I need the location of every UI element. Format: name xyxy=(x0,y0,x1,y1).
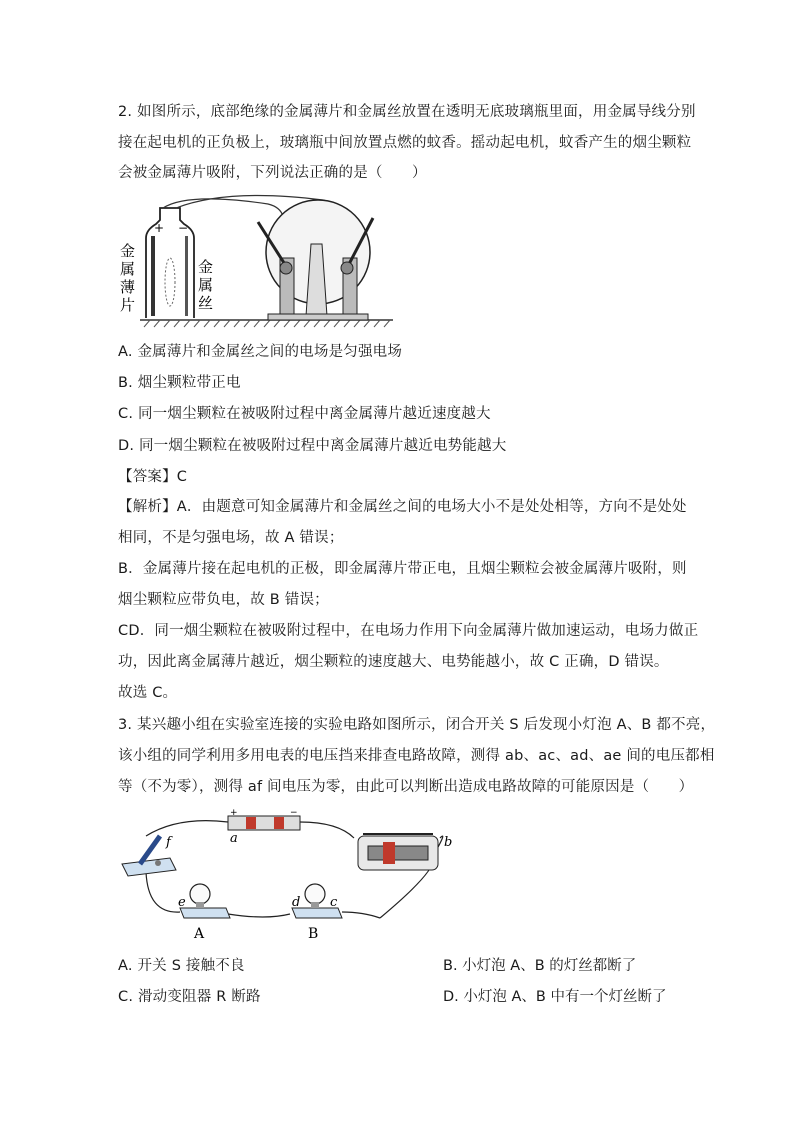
mosquito-coil xyxy=(165,258,175,306)
q2-option-d: D. 同一烟尘颗粒在被吸附过程中离金属薄片越近电势能越大 xyxy=(118,438,507,454)
q2-analysis-line-4: 烟尘颗粒应带负电，故 B 错误； xyxy=(118,592,329,608)
q2-analysis-line-5: CD．同一烟尘颗粒在被吸附过程中，在电场力作用下向金属薄片做加速运动，电场力做正 xyxy=(118,623,699,639)
q2-figure-electrostatic-setup xyxy=(118,190,398,330)
label-b: b xyxy=(444,835,453,850)
label-bulb-b: B xyxy=(308,926,319,942)
bulb-a xyxy=(190,884,210,904)
bulb-a-base xyxy=(180,908,230,918)
minus-sign: − xyxy=(178,221,189,235)
q2-option-a: A. 金属薄片和金属丝之间的电场是匀强电场 xyxy=(118,344,403,360)
label-wire-1: 金 xyxy=(198,258,214,276)
label-e: e xyxy=(178,895,186,910)
label-wire-2: 属 xyxy=(198,276,214,294)
label-a: a xyxy=(230,831,238,846)
label-bulb-a: A xyxy=(194,926,205,942)
label-plate-4: 片 xyxy=(120,296,136,314)
label-plate-1: 金 xyxy=(120,242,136,260)
q2-stem-line-1: 2. 如图所示，底部绝缘的金属薄片和金属丝放置在透明无底玻璃瓶里面，用金属导线分别 xyxy=(118,104,696,120)
q2-stem-line-2: 接在起电机的正负极上，玻璃瓶中间放置点燃的蚊香。摇动起电机，蚊香产生的烟尘颗粒 xyxy=(118,135,692,151)
q3-stem-line-2: 该小组的同学利用多用电表的电压挡来排查电路故障，测得 ab、ac、ad、ae 间的电压都相 xyxy=(118,748,715,764)
metal-wire xyxy=(185,236,188,316)
label-plate-2: 属 xyxy=(120,260,136,278)
battery xyxy=(228,816,300,830)
label-d: d xyxy=(292,895,301,910)
bulb-b xyxy=(305,884,325,904)
plus-sign: + xyxy=(154,221,165,235)
q2-option-b: B. 烟尘颗粒带正电 xyxy=(118,375,241,391)
q3-figure-circuit xyxy=(118,808,468,948)
q3-option-c: C. 滑动变阻器 R 断路 xyxy=(118,989,261,1005)
label-plate-3: 薄 xyxy=(120,278,136,296)
metal-plate xyxy=(151,236,155,316)
q3-option-d: D. 小灯泡 A、B 中有一个灯丝断了 xyxy=(443,989,667,1005)
q2-stem-line-3: 会被金属薄片吸附，下列说法正确的是（ ） xyxy=(118,165,427,181)
switch-s xyxy=(122,858,176,876)
battery-plus: + xyxy=(230,808,238,818)
label-f: f xyxy=(166,835,171,850)
q2-analysis-line-7: 故选 C。 xyxy=(118,685,178,701)
q2-analysis-line-3: B．金属薄片接在起电机的正极，即金属薄片带正电，且烟尘颗粒会被金属薄片吸附，则 xyxy=(118,561,687,577)
q2-analysis-line-2: 相同，不是匀强电场，故 A 错误； xyxy=(118,530,344,546)
q3-stem-line-3: 等（不为零），测得 af 间电压为零，由此可以判断出造成电路故障的可能原因是（ ） xyxy=(118,779,694,795)
battery-minus: − xyxy=(290,808,298,818)
label-c: c xyxy=(330,895,338,910)
q3-stem-line-1: 3. 某兴趣小组在实验室连接的实验电路如图所示，闭合开关 S 后发现小灯泡 A、B 都不亮， xyxy=(118,717,716,733)
label-wire-3: 丝 xyxy=(198,294,214,312)
q2-analysis-line-1: 【解析】A．由题意可知金属薄片和金属丝之间的电场大小不是处处相等，方向不是处处 xyxy=(118,499,687,515)
q3-option-b: B. 小灯泡 A、B 的灯丝都断了 xyxy=(443,958,637,974)
q3-option-a: A. 开关 S 接触不良 xyxy=(118,958,245,974)
q2-answer: 【答案】C xyxy=(118,469,188,485)
q2-analysis-line-6: 功，因此离金属薄片越近，烟尘颗粒的速度越大、电势能越小，故 C 正确，D 错误。 xyxy=(118,654,669,670)
q2-option-c: C. 同一烟尘颗粒在被吸附过程中离金属薄片越近速度越大 xyxy=(118,406,491,422)
